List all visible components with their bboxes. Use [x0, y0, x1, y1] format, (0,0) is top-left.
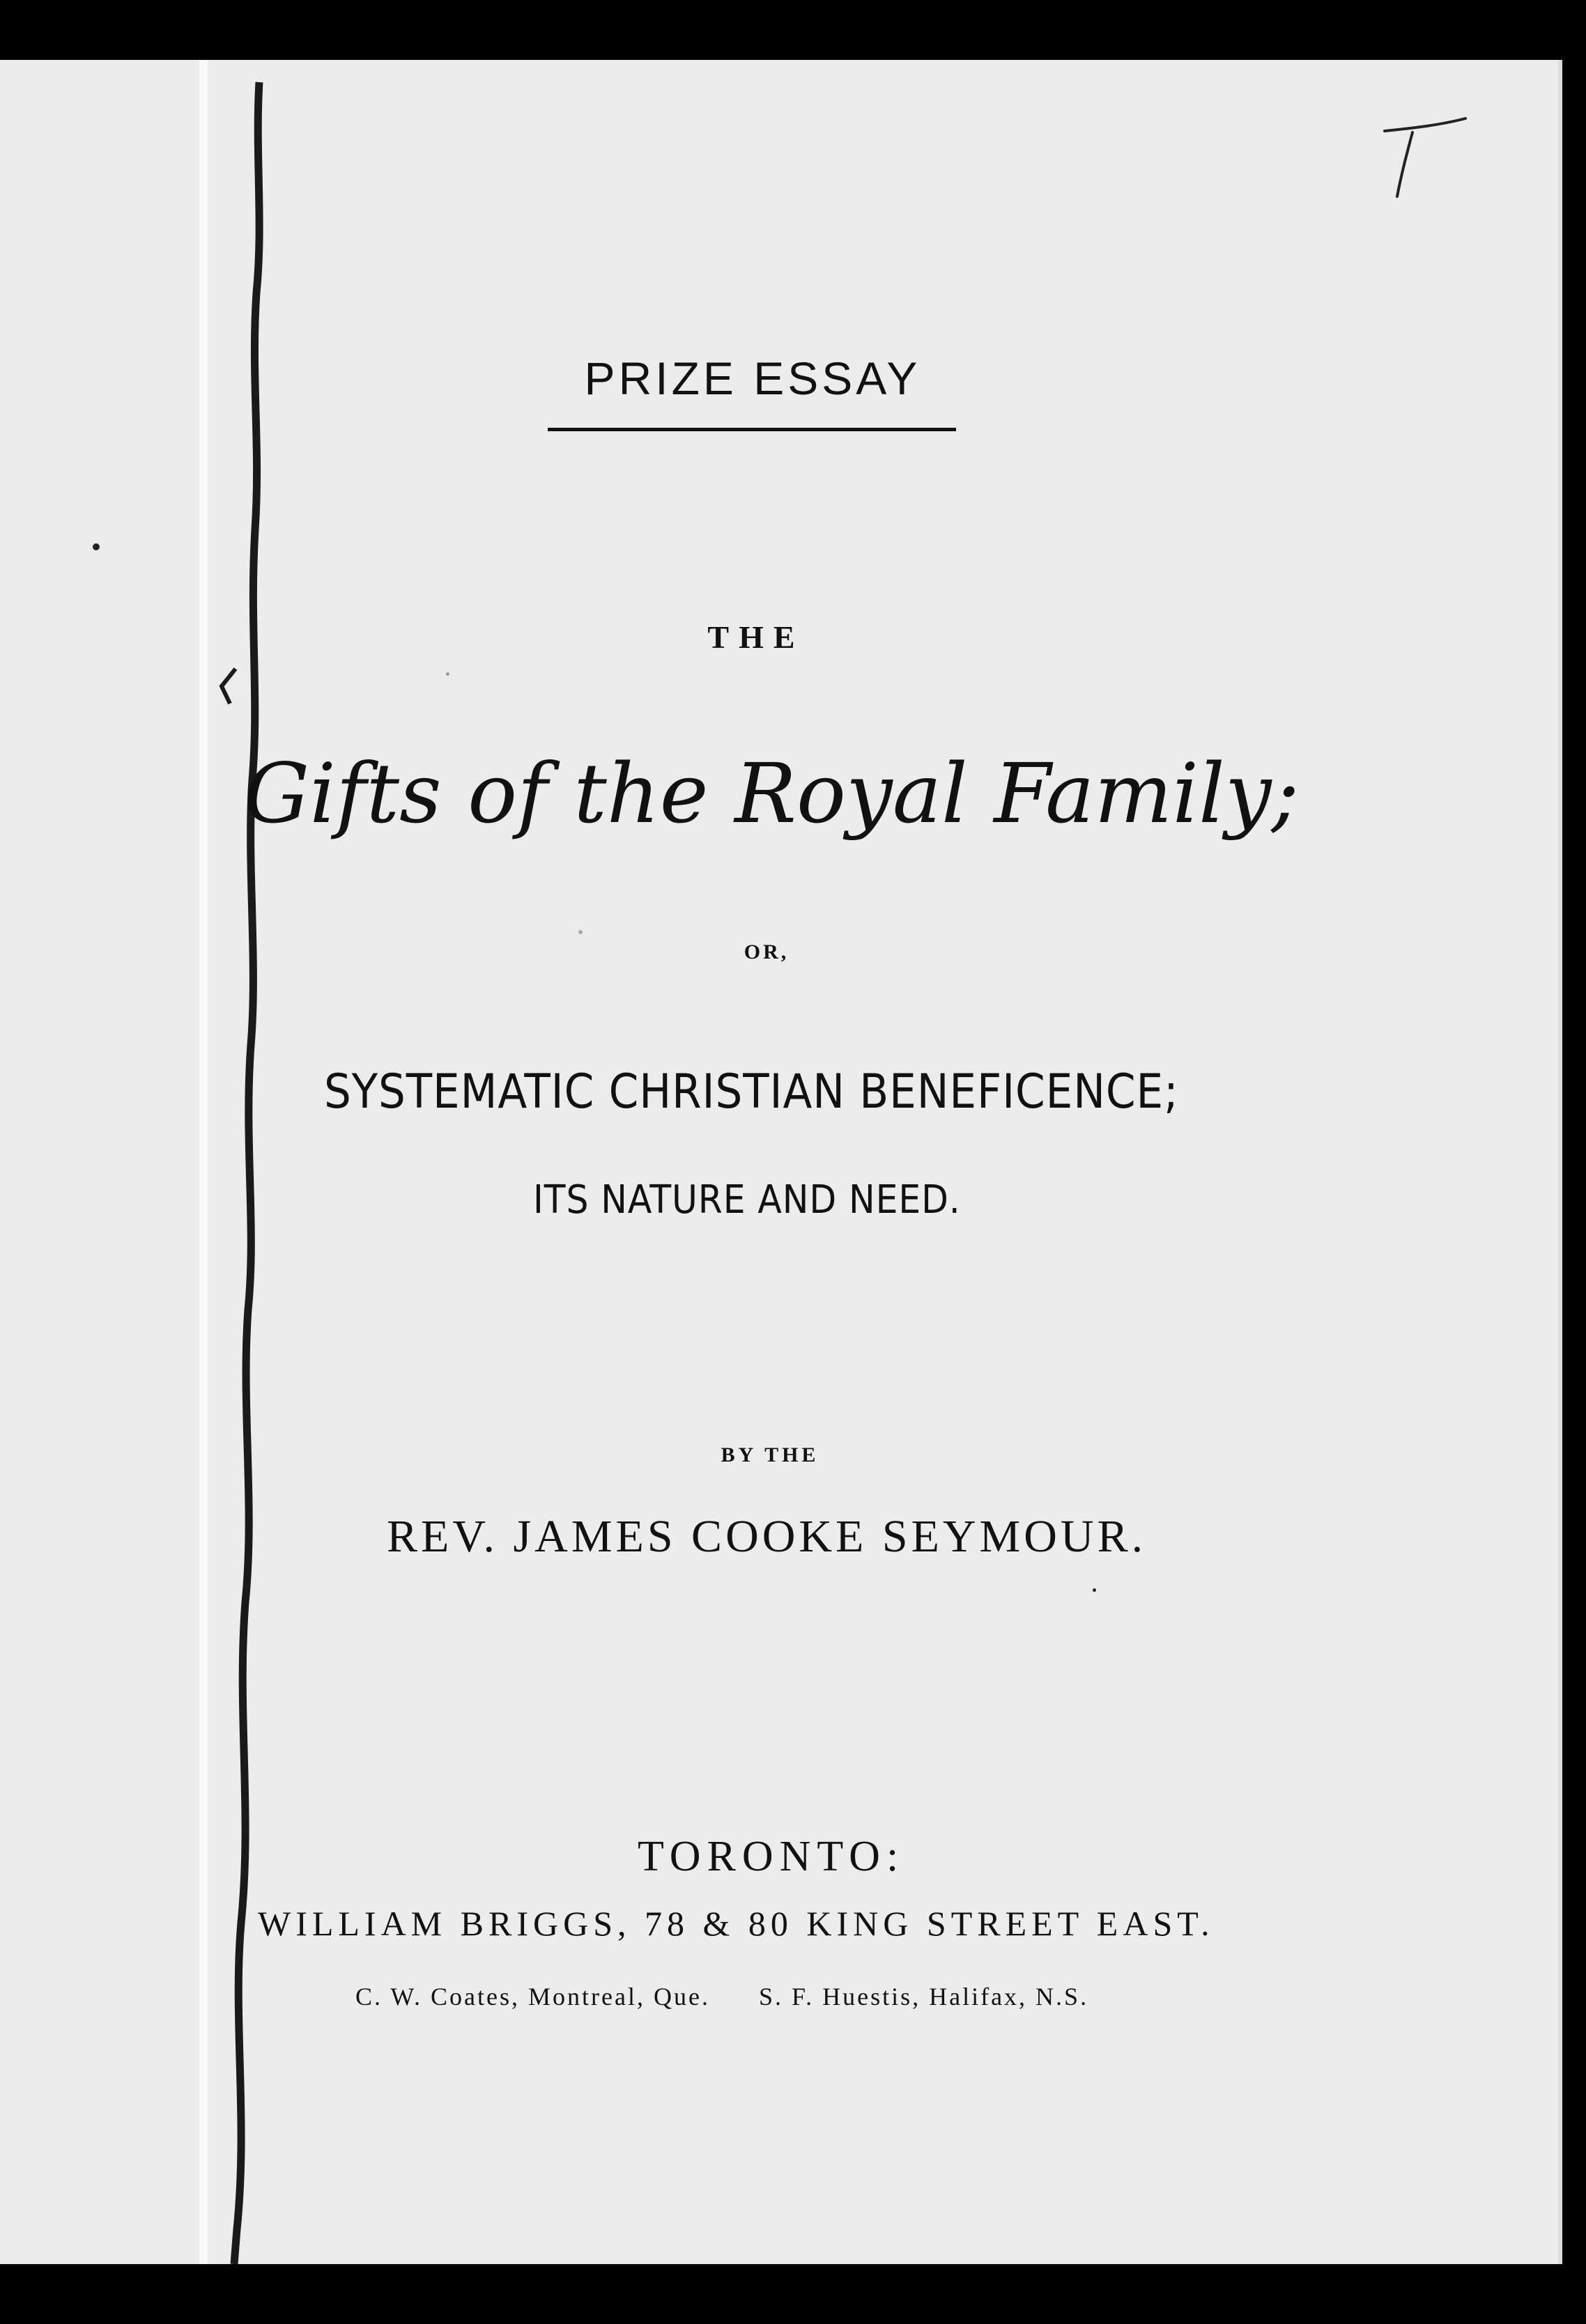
author-name: REV. JAMES COOKE SEYMOUR.: [387, 1511, 1147, 1562]
handwritten-t-mark: [1376, 111, 1474, 209]
subtitle-line-1: SYSTEMATIC CHRISTIAN BENEFICENCE;: [324, 1064, 1179, 1120]
imprint-city: TORONTO:: [638, 1833, 905, 1880]
agents-line: [355, 1982, 1233, 2011]
prize-essay-heading: PRIZE ESSAY: [584, 353, 921, 404]
dust-speck: [578, 930, 583, 934]
heading-underline: [548, 428, 956, 431]
subtitle-line-2: ITS NATURE AND NEED.: [533, 1177, 961, 1223]
publisher-line: WILLIAM BRIGGS, 78 & 80 KING STREET EAST.: [258, 1904, 1215, 1943]
agent-montreal: C. W. Coates, Montreal, Que.: [355, 1983, 710, 2011]
dust-speck: [446, 672, 449, 676]
byline: BY THE: [721, 1443, 819, 1466]
agent-halifax: S. F. Huestis, Halifax, N.S.: [758, 1983, 1089, 2011]
main-title: Gifts of the Royal Family;: [244, 745, 1300, 842]
title-article: THE: [707, 619, 805, 655]
dust-speck: [93, 543, 100, 550]
dust-speck: [1093, 1588, 1096, 1592]
title-conjunction: OR,: [744, 940, 790, 963]
